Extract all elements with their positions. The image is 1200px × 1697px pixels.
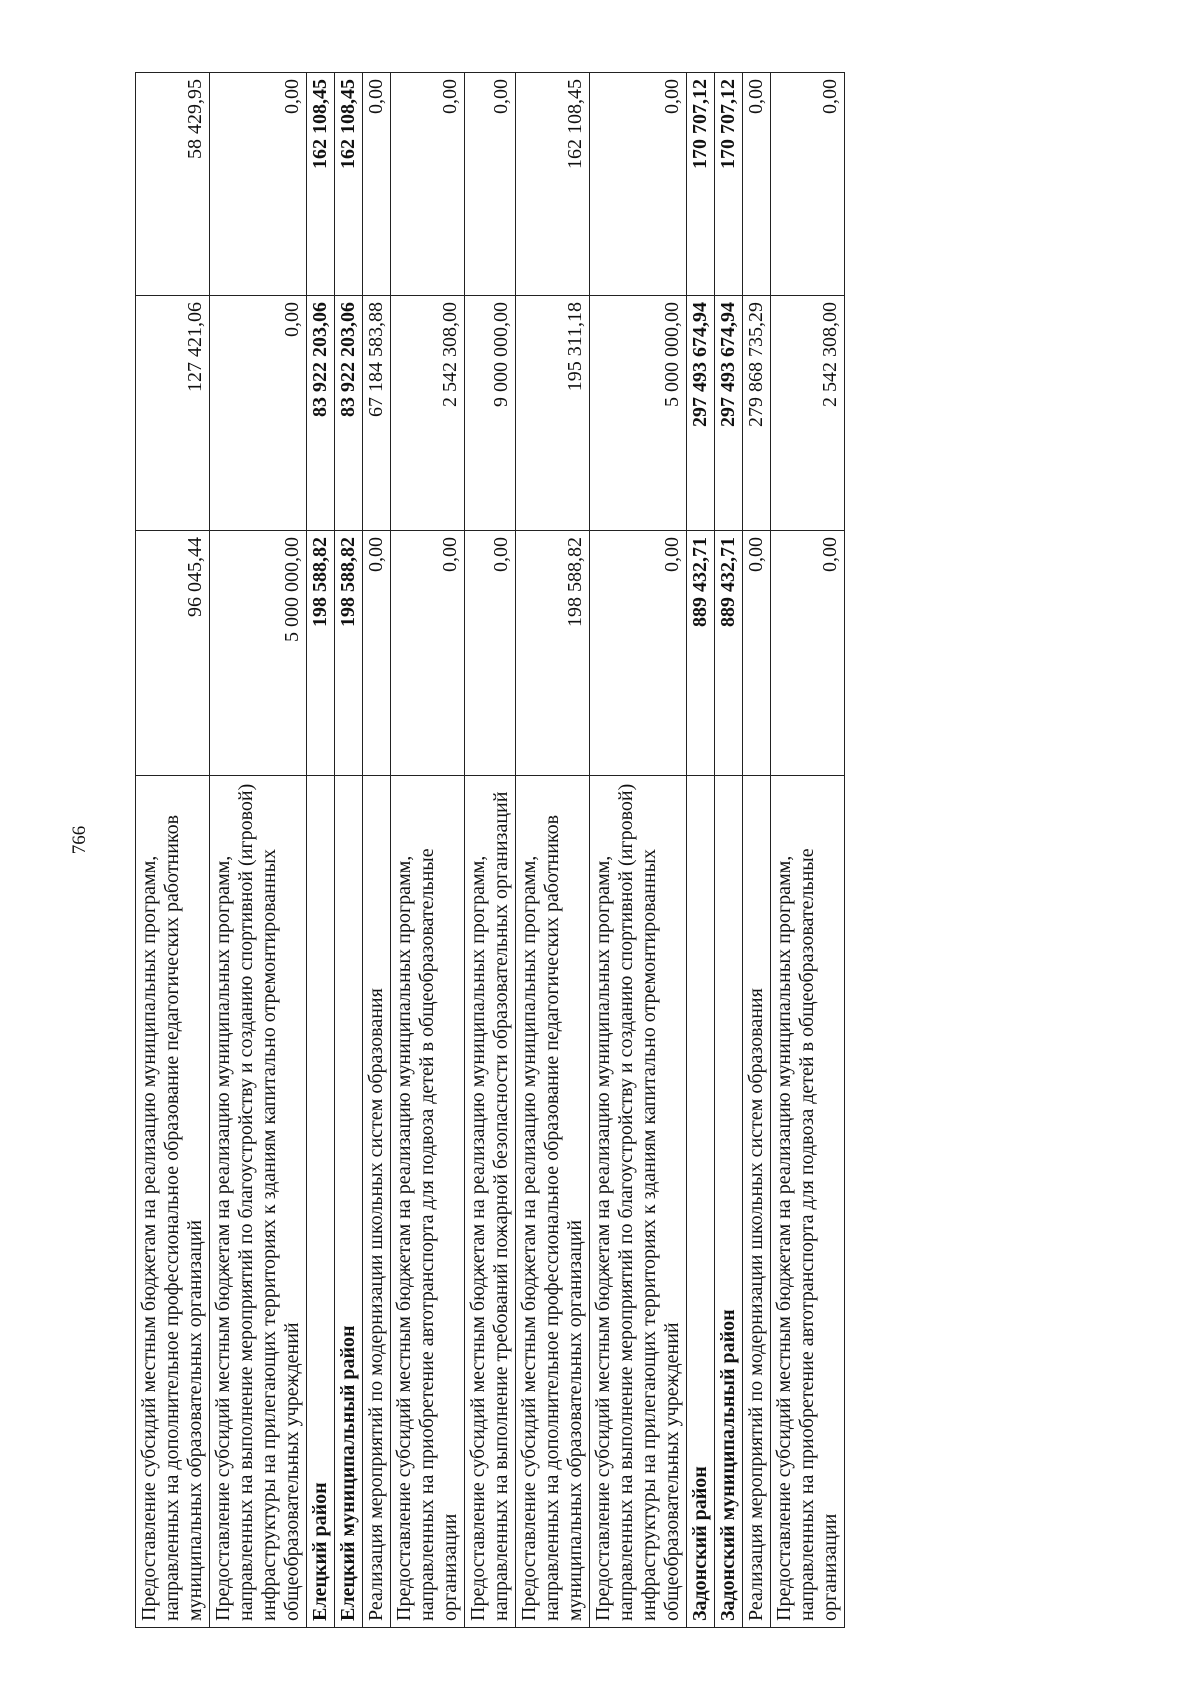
budget-table <box>135 72 845 1628</box>
row-description: Реализация мероприятий по модернизации школьных систем образования <box>363 776 391 1628</box>
value-cell: 83 922 203,06 <box>335 296 363 531</box>
value-cell: 0,00 <box>590 73 687 296</box>
value-cell: 67 184 583,88 <box>363 296 391 531</box>
value-cell: 162 108,45 <box>335 73 363 296</box>
value-cell: 9 000 000,00 <box>465 296 516 531</box>
row-description: Задонский муниципальный район <box>715 776 743 1628</box>
value-cell: 198 588,82 <box>516 531 590 776</box>
value-cell: 0,00 <box>465 73 516 296</box>
table-row-district-total <box>307 73 335 1628</box>
value-cell: 0,00 <box>771 531 845 776</box>
value-cell: 0,00 <box>391 531 465 776</box>
value-cell: 297 493 674,94 <box>687 296 715 531</box>
value-cell: 170 707,12 <box>687 73 715 296</box>
rotated-table-container <box>135 73 967 1628</box>
row-description: Предоставление субсидий местным бюджетам на реализацию муниципальных программ, направленных на дополнительное профессиональное образование педагогических работников муниципальных образовательных организаций <box>516 776 590 1628</box>
value-cell: 0,00 <box>590 531 687 776</box>
table-row <box>391 73 465 1628</box>
value-cell: 297 493 674,94 <box>715 296 743 531</box>
value-cell: 279 868 735,29 <box>743 296 771 531</box>
table-row-district-total <box>687 73 715 1628</box>
row-description: Задонский район <box>687 776 715 1628</box>
table-row <box>743 73 771 1628</box>
value-cell: 0,00 <box>771 73 845 296</box>
value-cell: 0,00 <box>210 73 307 296</box>
value-cell: 162 108,45 <box>516 73 590 296</box>
value-cell: 0,00 <box>363 531 391 776</box>
table-row <box>363 73 391 1628</box>
value-cell: 162 108,45 <box>307 73 335 296</box>
table-row <box>516 73 590 1628</box>
value-cell: 0,00 <box>391 73 465 296</box>
row-description: Предоставление субсидий местным бюджетам на реализацию муниципальных программ, направленных на выполнение требований пожарной безопасности образовательных организаций <box>465 776 516 1628</box>
value-cell: 96 045,44 <box>136 531 210 776</box>
table-row <box>590 73 687 1628</box>
table-row-municipal-total <box>715 73 743 1628</box>
row-description: Предоставление субсидий местным бюджетам на реализацию муниципальных программ, направленных на приобретение автотранспорта для подвоза детей в общеобразовательные организации <box>391 776 465 1628</box>
value-cell: 5 000 000,00 <box>590 296 687 531</box>
value-cell: 195 311,18 <box>516 296 590 531</box>
value-cell: 0,00 <box>210 296 307 531</box>
value-cell: 5 000 000,00 <box>210 531 307 776</box>
row-description: Елецкий район <box>307 776 335 1628</box>
value-cell: 0,00 <box>743 73 771 296</box>
value-cell: 889 432,71 <box>715 531 743 776</box>
value-cell: 0,00 <box>363 73 391 296</box>
page-number: 766 <box>69 825 90 855</box>
table-row <box>465 73 516 1628</box>
table-row <box>136 73 210 1628</box>
row-description: Предоставление субсидий местным бюджетам на реализацию муниципальных программ, направленных на выполнение мероприятий по благоустройству и созданию спортивной (игровой) инфраструктуры на прилегающих территориях к зданиям капитально отремонтированных общеобразовательных учреждений <box>210 776 307 1628</box>
table-row <box>210 73 307 1628</box>
row-description: Предоставление субсидий местным бюджетам на реализацию муниципальных программ, направленных на приобретение автотранспорта для подвоза детей в общеобразовательные организации <box>771 776 845 1628</box>
value-cell: 198 588,82 <box>307 531 335 776</box>
row-description: Предоставление субсидий местным бюджетам на реализацию муниципальных программ, направленных на дополнительное профессиональное образование педагогических работников муниципальных образовательных организаций <box>136 776 210 1628</box>
value-cell: 127 421,06 <box>136 296 210 531</box>
value-cell: 0,00 <box>465 531 516 776</box>
row-description: Реализация мероприятий по модернизации школьных систем образования <box>743 776 771 1628</box>
value-cell: 198 588,82 <box>335 531 363 776</box>
value-cell: 170 707,12 <box>715 73 743 296</box>
table-row-municipal-total <box>335 73 363 1628</box>
value-cell: 2 542 308,00 <box>391 296 465 531</box>
table-row <box>771 73 845 1628</box>
row-description: Предоставление субсидий местным бюджетам на реализацию муниципальных программ, направленных на выполнение мероприятий по благоустройству и созданию спортивной (игровой) инфраструктуры на прилегающих территориях к зданиям капитально отремонтированных общеобразовательных учреждений <box>590 776 687 1628</box>
row-description: Елецкий муниципальный район <box>335 776 363 1628</box>
value-cell: 58 429,95 <box>136 73 210 296</box>
value-cell: 0,00 <box>743 531 771 776</box>
value-cell: 2 542 308,00 <box>771 296 845 531</box>
value-cell: 83 922 203,06 <box>307 296 335 531</box>
value-cell: 889 432,71 <box>687 531 715 776</box>
